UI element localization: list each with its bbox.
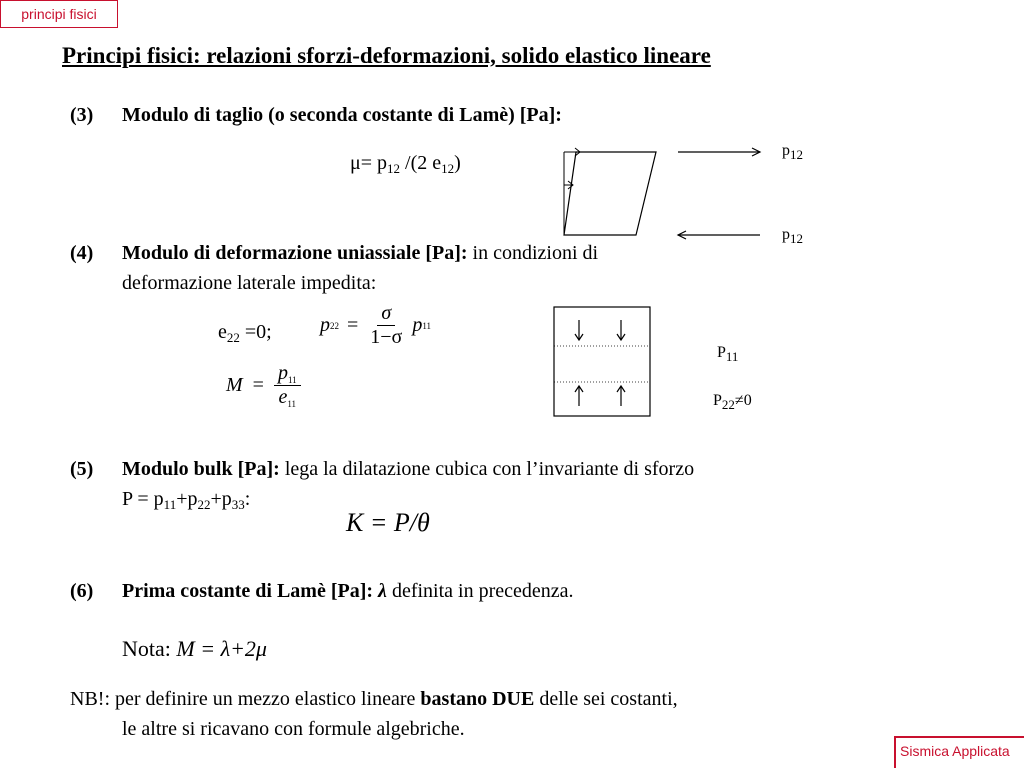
bulk-formula: K = P/θ: [346, 508, 430, 537]
item4-number: (4): [70, 242, 94, 264]
p11-label: $P_{11}$: [717, 344, 739, 364]
nota-line: Nota: M = λ+2μ: [122, 636, 267, 661]
p22-label: $P_{22}\ne 0$: [713, 392, 752, 412]
nb-line1: NB!: per definire un mezzo elastico lineare bastano DUE delle sei costanti,: [70, 688, 678, 710]
down-arrows: [575, 320, 625, 340]
uniaxial-diagram: [553, 306, 653, 418]
item3-heading: Modulo di taglio (o seconda costante di Lamè) [Pa]:: [122, 104, 562, 126]
up-arrows: [575, 386, 625, 406]
footer-tag: Sismica Applicata: [894, 736, 1024, 768]
item4-heading-line: Modulo di deformazione uniassiale [Pa]: in condizioni di: [122, 242, 599, 264]
p12-top-label: $p_{12}$: [782, 142, 803, 162]
item4-eq2: M = $\frac{p_{11}}{e_{11}}$: [226, 362, 301, 409]
item4-line2: deformazione laterale impedita:: [122, 272, 377, 294]
item4-e22: $e_{22} =0$;: [218, 321, 272, 345]
p12-bottom-label: $p_{12}$: [782, 226, 803, 246]
item6-number: (6): [70, 580, 94, 602]
item5-number: (5): [70, 458, 94, 480]
item5-heading-line: Modulo bulk [Pa]: lega la dilatazione cubica con l’invariante di sforzo: [122, 458, 695, 480]
page-title: Principi fisici: relazioni sforzi-deformazioni, solido elastico lineare: [62, 43, 711, 68]
item3-formula: $\mu= p_{12}$ /(2 $e_{12}$): [350, 152, 461, 176]
sheared-parallelogram: [564, 152, 656, 235]
item4-eq1: p 22 = $\frac{\sigma}{1-\sigma}$ p 11: [320, 302, 432, 348]
item5-line2: $P = p_{11}+p_{22}+p_{33}$:: [122, 488, 251, 512]
item3-number: (3): [70, 104, 94, 126]
nb-line2: le altre si ricavano con formule algebriche.: [122, 718, 465, 740]
item6-line: Prima costante di Lamè [Pa]: λ definita in precedenza.: [122, 580, 574, 602]
section-tag: principi fisici: [0, 0, 118, 28]
deform-arrow-2: [564, 148, 580, 156]
specimen-box: [554, 307, 650, 416]
